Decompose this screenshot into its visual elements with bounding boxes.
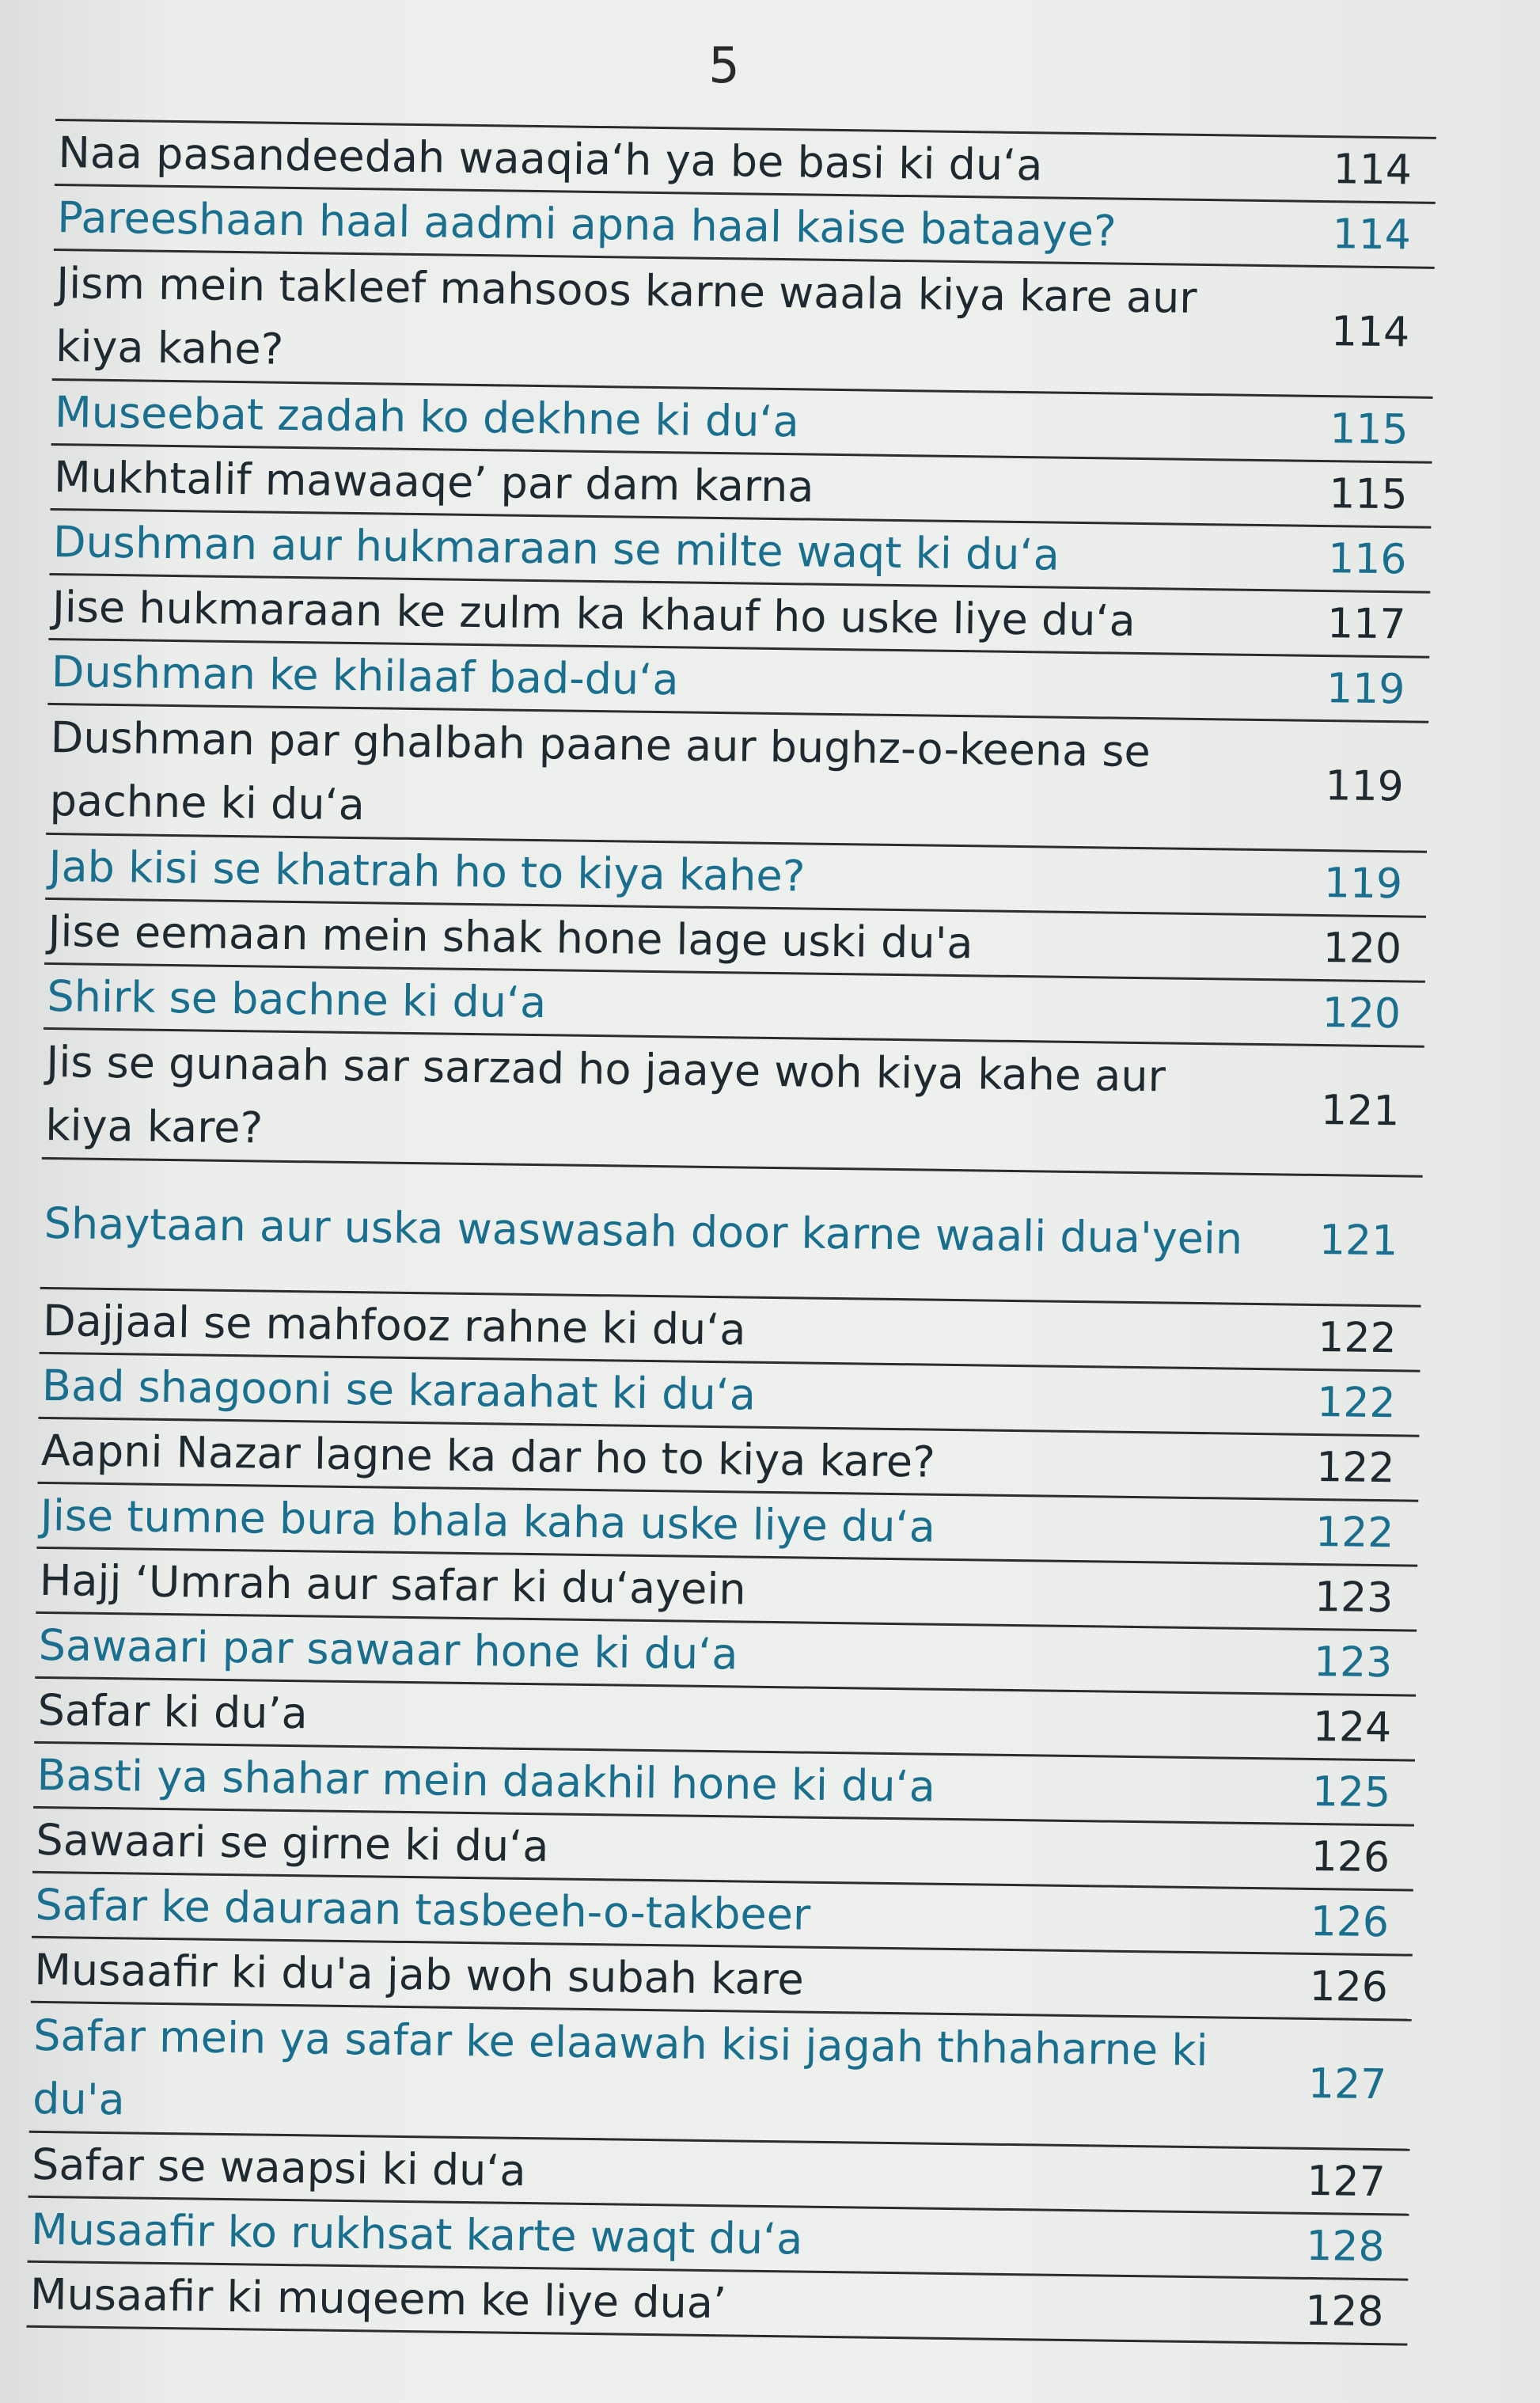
toc-entry-title: Basti ya shahar mein daakhil hone ki du‘a (36, 1749, 936, 1812)
toc-entry-page: 120 (1322, 989, 1402, 1038)
toc-entry-title: Musaafir ko rukhsat karte waqt du‘a (30, 2204, 803, 2264)
toc-entry-page: 116 (1327, 534, 1407, 583)
toc-entry-title: Sawaari par sawaar hone ki du‘a (38, 1619, 738, 1679)
toc-entry-title: Museebat zadah ko dekhne ki du‘a (54, 386, 800, 446)
toc-entry-title: Pareeshaan haal aadmi apna haal kaise bataaye? (56, 192, 1117, 256)
toc-entry-title: Jise hukmaraan ke zulm ka khauf ho uske liye du‘a (51, 581, 1136, 646)
toc-entry-page: 115 (1328, 469, 1408, 518)
toc-entry-page: 128 (1304, 2287, 1384, 2336)
toc-entry-page: 114 (1332, 210, 1412, 259)
toc-entry-page: 119 (1323, 859, 1403, 908)
toc-entry-title: Safar ke dauraan tasbeeh-o-takbeer (35, 1879, 811, 1940)
toc-entry-page: 125 (1311, 1767, 1391, 1816)
toc-entry-page: 119 (1325, 761, 1405, 810)
toc-entry-title: Jise eemaan mein shak hone lage uski du'a (47, 905, 973, 968)
page-number: 5 (708, 36, 740, 94)
toc-entry-page: 122 (1314, 1508, 1394, 1557)
toc-entry-page: 122 (1316, 1378, 1396, 1427)
toc-entry-page: 120 (1322, 924, 1402, 973)
toc-entry-page: 123 (1313, 1638, 1393, 1687)
toc-entry-page: 115 (1329, 404, 1409, 454)
toc-entry-page: 117 (1326, 599, 1406, 648)
toc-entry-page: 114 (1333, 145, 1413, 194)
toc-entry-title: Shirk se bachne ki du‘a (47, 970, 547, 1027)
toc-entry-page: 127 (1306, 2157, 1386, 2206)
toc-entry-title: Dushman par ghalbah paane aur bughz-o-keena se pachne ki du‘a (49, 712, 1151, 829)
toc-entry-page: 114 (1330, 307, 1410, 356)
toc-entry-page: 123 (1314, 1573, 1394, 1622)
toc-entry-title: Mukhtalif mawaaqe’ par dam karna (53, 451, 814, 512)
toc-entry-page: 124 (1312, 1703, 1392, 1752)
toc-entry-title: Safar se waapsi ki du‘a (31, 2139, 527, 2196)
toc-entry-title: Naa pasandeedah waaqia‘h ya be basi ki du‘a (58, 127, 1043, 190)
toc-entry-title: Jis se gunaah sar sarzad ho jaaye woh kiya kahe aur kiya kare? (44, 1036, 1166, 1153)
toc-entry-title: Aapni Nazar lagne ka dar ho to kiya kare? (40, 1425, 936, 1487)
toc-entry-page: 128 (1305, 2222, 1385, 2271)
toc-row (29, 2003, 1412, 2151)
toc-entry-title: Musaafir ki muqeem ke liye dua’ (29, 2268, 727, 2328)
toc-entry-title: Safar ki du’a (37, 1684, 309, 1738)
toc-entry-title: Dushman aur hukmaraan se milte waqt ki du‘a (52, 516, 1060, 580)
toc-entry-page: 127 (1307, 2059, 1387, 2109)
toc-entry-page: 122 (1317, 1313, 1397, 1362)
toc-row (52, 251, 1435, 399)
toc-entry-page: 126 (1310, 1897, 1390, 1946)
toc-entry-title: Hajj ‘Umrah aur safar ki du‘ayein (39, 1555, 747, 1615)
toc-row (42, 1030, 1424, 1178)
toc-entry-page: 119 (1326, 664, 1405, 713)
toc-row (40, 1160, 1423, 1308)
toc-entry-title: Dajjaal se mahfooz rahne ki du‘a (42, 1295, 746, 1355)
toc-entry-title: Bad shagooni se karaahat ki du‘a (41, 1360, 757, 1420)
toc-entry-title: Jab kisi se khatrah ho to kiya kahe? (48, 841, 806, 901)
toc-entry-title: Safar mein ya safar ke elaawah kisi jagah thhaharne ki du'a (32, 2010, 1208, 2124)
toc-row (46, 705, 1428, 853)
toc-entry-page: 126 (1309, 1962, 1389, 2011)
toc-entry-page: 121 (1320, 1086, 1400, 1135)
table-of-contents (26, 119, 1436, 2346)
toc-entry-page: 122 (1315, 1443, 1395, 1492)
toc-entry-title: Dushman ke khilaaf bad-du‘a (51, 646, 679, 704)
toc-entry-title: Sawaari se girne ki du‘a (36, 1814, 549, 1871)
toc-entry-title: Musaafir ki du'a jab woh subah kare (33, 1944, 805, 2005)
toc-entry-title: Shaytaan aur uska waswasah door karne waali dua'yein (44, 1198, 1243, 1264)
toc-entry-page: 126 (1311, 1832, 1390, 1881)
toc-entry-page: 121 (1318, 1216, 1398, 1265)
toc-entry-title: Jism mein takleef mahsoos karne waala kiya kare aur kiya kahe? (55, 257, 1197, 374)
toc-entry-title: Jise tumne bura bhala kaha uske liye du‘a (40, 1490, 936, 1552)
